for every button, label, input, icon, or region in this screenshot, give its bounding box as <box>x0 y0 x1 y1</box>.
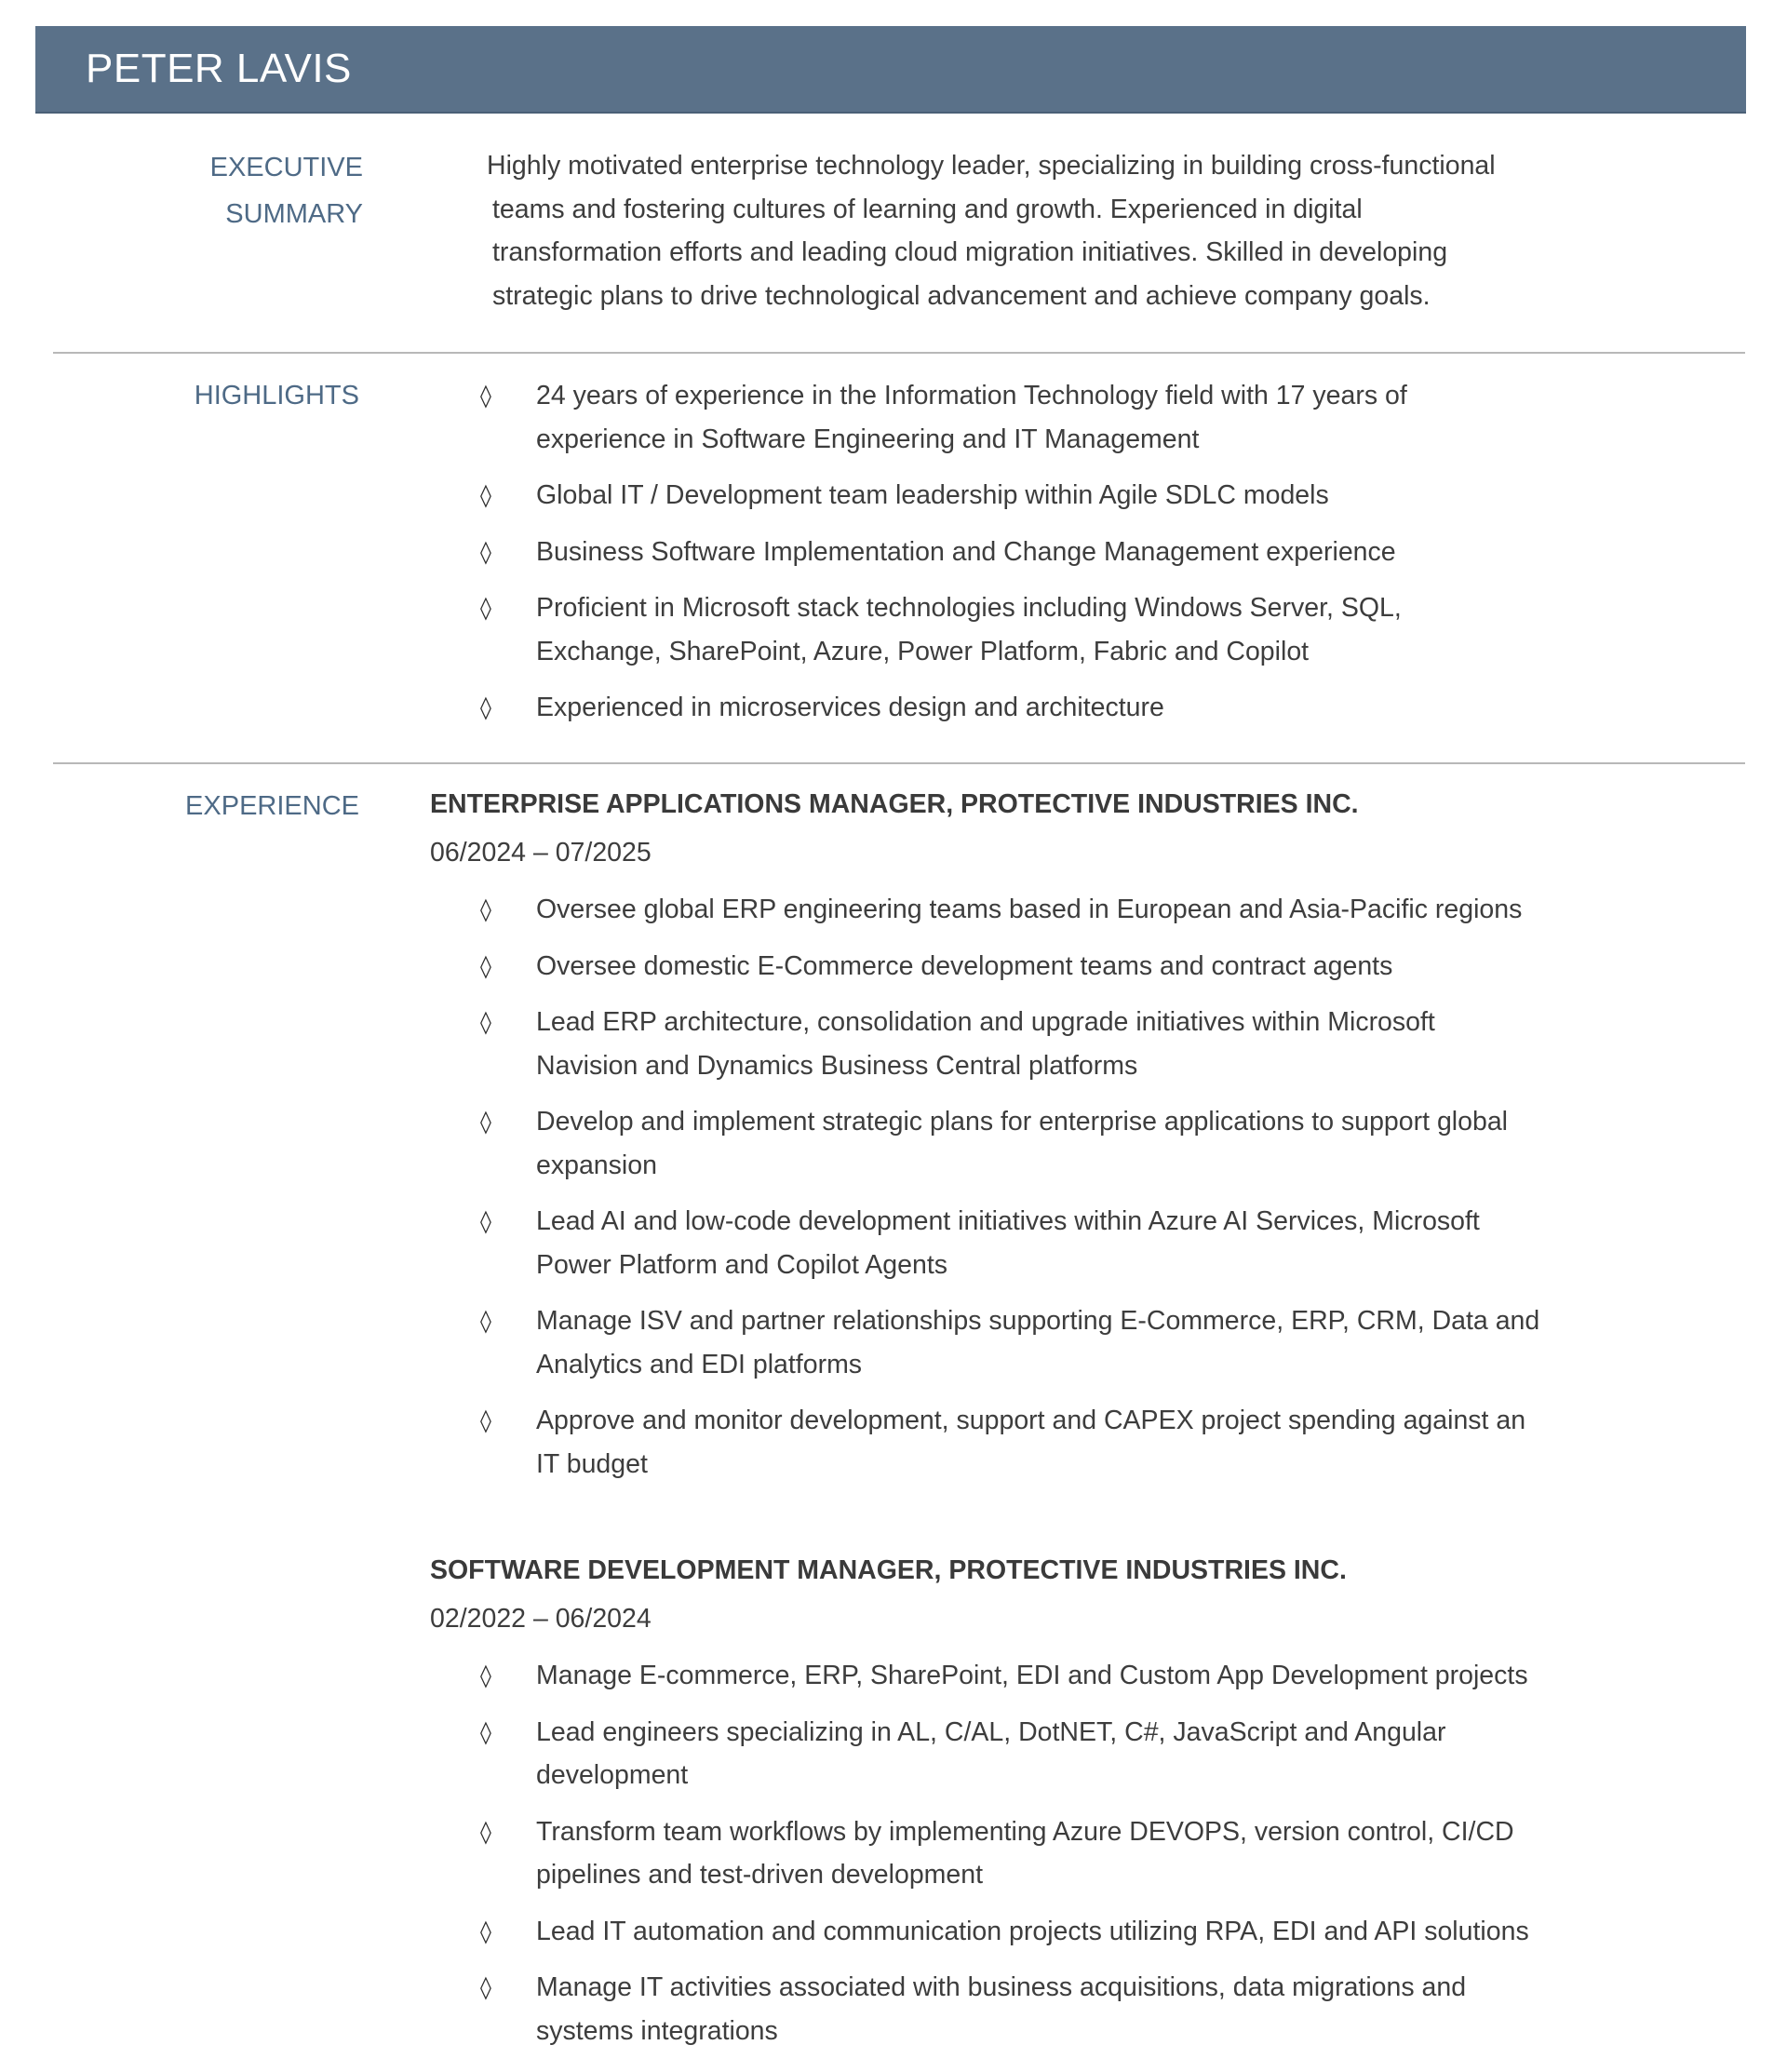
job-responsibilities-list <box>480 1654 1597 2052</box>
bullet-item <box>480 531 1597 574</box>
bullet-text: Global IT / Development team leadership within Agile SDLC models <box>536 480 1329 510</box>
diamond-bullet-icon: ◊ <box>480 952 491 979</box>
section-divider <box>53 352 1745 354</box>
bullet-text: pipelines and test-driven development <box>536 1860 984 1890</box>
bullet-text: Proficient in Microsoft stack technologies including Windows Server, SQL, <box>536 593 1402 623</box>
bullet-text: Transform team workflows by implementing Azure DEVOPS, version control, CI/CD <box>536 1816 1514 1847</box>
bullet-text: experience in Software Engineering and IT Management <box>536 424 1200 454</box>
bullet-text: development <box>536 1760 689 1790</box>
bullet-item <box>480 1399 1597 1486</box>
bullet-text: Lead IT automation and communication projects utilizing RPA, EDI and API solutions <box>536 1916 1529 1946</box>
bullet-text: Exchange, SharePoint, Azure, Power Platform, Fabric and Copilot <box>536 636 1310 666</box>
diamond-bullet-icon: ◊ <box>480 595 491 621</box>
diamond-bullet-icon: ◊ <box>480 482 491 508</box>
bullet-text: Oversee domestic E-Commerce development teams and contract agents <box>536 950 1393 981</box>
bullet-item <box>480 586 1597 673</box>
bullet-item <box>480 1299 1597 1386</box>
diamond-bullet-icon: ◊ <box>480 1974 491 2000</box>
bullet-text: Develop and implement strategic plans for enterprise applications to support global <box>536 1107 1509 1137</box>
bullet-text: 24 years of experience in the Information Technology field with 17 years of <box>536 381 1407 410</box>
highlights-list <box>480 374 1597 730</box>
bullet-item <box>480 1810 1597 1897</box>
job-dates: 02/2022 – 06/2024 <box>430 1604 652 1634</box>
bullet-text: Approve and monitor development, support and CAPEX project spending against an <box>536 1406 1526 1435</box>
diamond-bullet-icon: ◊ <box>480 1662 491 1689</box>
summary-line: teams and fostering cultures of learning and growth. Experienced in digital <box>492 194 1363 224</box>
executive-summary-text <box>487 144 1548 317</box>
diamond-bullet-icon: ◊ <box>480 896 491 922</box>
job-title: ENTERPRISE APPLICATIONS MANAGER, PROTECTIVE INDUSTRIES INC. <box>430 789 1359 819</box>
diamond-bullet-icon: ◊ <box>480 694 491 720</box>
executive-summary-label <box>121 144 363 237</box>
bullet-item <box>480 1654 1597 1698</box>
bullet-text: Manage IT activities associated with business acquisitions, data migrations and <box>536 1972 1467 2002</box>
bullet-text: Oversee global ERP engineering teams based in European and Asia-Pacific regions <box>536 895 1523 924</box>
diamond-bullet-icon: ◊ <box>480 1009 491 1035</box>
bullet-text: Analytics and EDI platforms <box>536 1349 863 1379</box>
executive-summary-label-line2: SUMMARY <box>225 199 363 229</box>
bullet-text: Power Platform and Copilot Agents <box>536 1249 947 1280</box>
job-dates: 06/2024 – 07/2025 <box>430 838 652 868</box>
executive-summary-label-line1: EXECUTIVE <box>209 153 363 182</box>
bullet-item <box>480 1711 1597 1797</box>
diamond-bullet-icon: ◊ <box>480 1818 491 1845</box>
bullet-item <box>480 1910 1597 1954</box>
diamond-bullet-icon: ◊ <box>480 1917 491 1944</box>
section-divider <box>53 762 1745 764</box>
job-title: SOFTWARE DEVELOPMENT MANAGER, PROTECTIVE INDUSTRIES INC. <box>430 1555 1347 1585</box>
job-responsibilities-list <box>480 888 1597 1486</box>
diamond-bullet-icon: ◊ <box>480 1718 491 1745</box>
bullet-text: expansion <box>536 1150 657 1180</box>
summary-line: Highly motivated enterprise technology leader, specializing in building cross-functional <box>487 151 1496 181</box>
header-bar <box>35 26 1746 114</box>
bullet-text: Lead AI and low-code development initiatives within Azure AI Services, Microsoft <box>536 1206 1480 1236</box>
bullet-item <box>480 1200 1597 1286</box>
bullet-text: Lead engineers specializing in AL, C/AL, DotNET, C#, JavaScript and Angular <box>536 1716 1446 1747</box>
bullet-item <box>480 686 1597 730</box>
bullet-item <box>480 1001 1597 1087</box>
diamond-bullet-icon: ◊ <box>480 1208 491 1234</box>
bullet-item <box>480 374 1597 461</box>
bullet-text: Navision and Dynamics Business Central platforms <box>536 1050 1138 1081</box>
diamond-bullet-icon: ◊ <box>480 1109 491 1135</box>
bullet-text: Experienced in microservices design and architecture <box>536 693 1164 722</box>
summary-line: strategic plans to drive technological advancement and achieve company goals. <box>492 280 1431 311</box>
diamond-bullet-icon: ◊ <box>480 1308 491 1334</box>
bullet-item <box>480 1966 1597 2052</box>
bullet-item <box>480 1100 1597 1187</box>
bullet-text: IT budget <box>536 1448 648 1479</box>
diamond-bullet-icon: ◊ <box>480 538 491 565</box>
candidate-name: PETER LAVIS <box>86 46 352 91</box>
bullet-item <box>480 888 1597 932</box>
bullet-text: Manage ISV and partner relationships supporting E-Commerce, ERP, CRM, Data and <box>536 1306 1540 1336</box>
experience-label: EXPERIENCE <box>185 791 359 821</box>
bullet-item <box>480 474 1597 518</box>
diamond-bullet-icon: ◊ <box>480 383 491 409</box>
diamond-bullet-icon: ◊ <box>480 1407 491 1433</box>
highlights-label: HIGHLIGHTS <box>194 381 359 410</box>
bullet-text: systems integrations <box>536 2015 778 2046</box>
summary-line: transformation efforts and leading cloud migration initiatives. Skilled in developing <box>492 237 1448 267</box>
bullet-item <box>480 945 1597 989</box>
bullet-text: Business Software Implementation and Change Management experience <box>536 536 1396 567</box>
bullet-text: Lead ERP architecture, consolidation and upgrade initiatives within Microsoft <box>536 1007 1435 1037</box>
bullet-text: Manage E-commerce, ERP, SharePoint, EDI and Custom App Development projects <box>536 1661 1528 1690</box>
